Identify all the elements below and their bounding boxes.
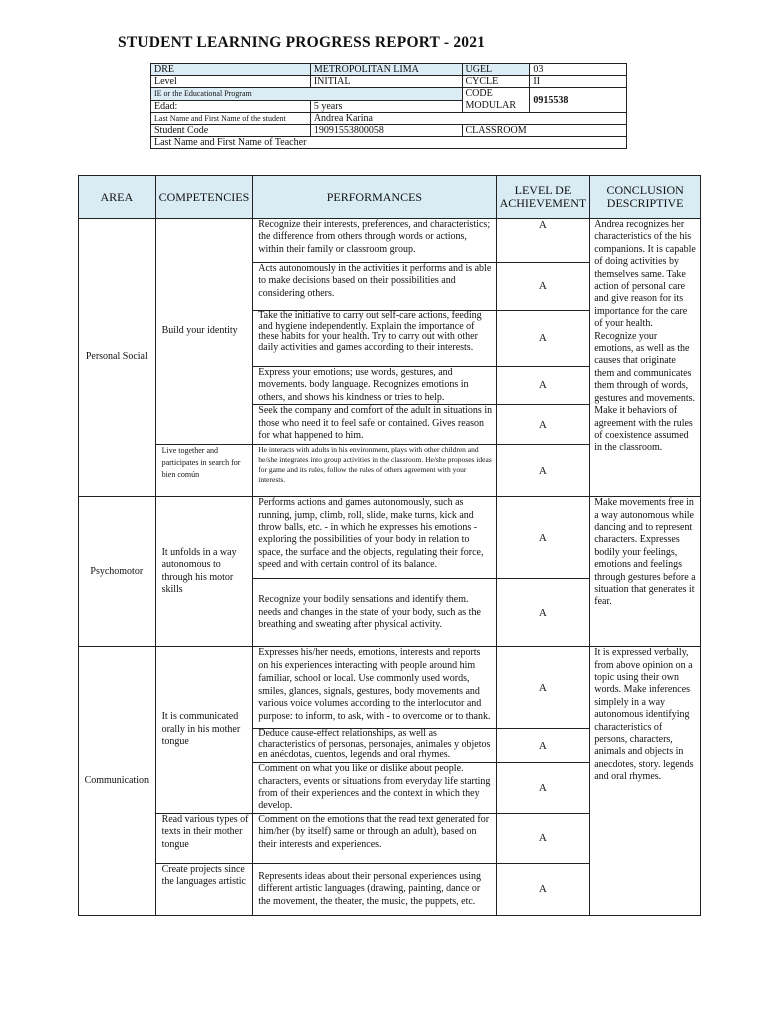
conclusion-cell: Andrea recognizes her characteristics of the his companions. It is capable of doing activities by themselves same. Take action of personal care and give reason for its importance for the care of your health. Recognize your emotions, as well as the causes that originate them and communicates them through of words, gestures and movements. Make it behaviors of agreement with the rules of coexistence assumed in the classroom. <box>590 219 701 497</box>
col-competencies: COMPETENCIES <box>155 176 253 219</box>
level-cell: A <box>496 863 590 915</box>
cycle-value: II <box>530 76 627 88</box>
performance-cell: Recognize your bodily sensations and identify them. needs and changes in the state of your body, such as the breathing and sweating after physical activity. <box>253 579 496 647</box>
area-cell: Personal Social <box>79 219 156 497</box>
competency-cell: Build your identity <box>155 219 253 445</box>
level-cell: A <box>496 311 590 367</box>
code-modular-label: CODE MODULAR <box>462 88 530 113</box>
performance-cell: Express your emotions; use words, gestures, and movements. body language. Recognizes emotions in others, and shows his kindness or tries to help. <box>253 367 496 405</box>
level-cell: A <box>496 219 590 263</box>
progress-table <box>78 175 701 916</box>
ie-label: IE or the Educational Program <box>151 88 463 101</box>
performance-cell: Take the initiative to carry out self-care actions, feeding and hygiene independently. Explain the importance of these habits for your health. Try to carry out with other daily activities and games according to their interests. <box>253 311 496 367</box>
performance-cell: Comment on what you like or dislike about people. characters, events or situations from everyday life starting from of their experiences and the context in which they develop. <box>253 763 496 814</box>
col-area: AREA <box>79 176 156 219</box>
level-cell: A <box>496 763 590 814</box>
level-value: INITIAL <box>310 76 462 88</box>
report-title: STUDENT LEARNING PROGRESS REPORT - 2021 <box>118 34 486 51</box>
area-cell: Psychomotor <box>79 497 156 647</box>
student-name-value: Andrea Karina <box>310 113 626 125</box>
col-performances: PERFORMANCES <box>253 176 496 219</box>
performance-cell: He interacts with adults in his environment, plays with other children and he/she integrates into group activities in the classroom. He/she proposes ideas for game and its rules, follow the rules of others agreement with your interests. <box>253 445 496 497</box>
competency-cell: It is communicated orally in his mother tongue <box>155 647 253 814</box>
teacher-label: Last Name and First Name of Teacher <box>151 137 627 149</box>
performance-cell: Recognize their interests, preferences, and characteristics; the difference from others through words or actions, within their family or classroom group. <box>253 219 496 263</box>
performance-cell: Represents ideas about their personal experiences using different artistic languages (drawing, painting, dance or the movement, the theater, the music, the puppets, etc. <box>253 863 496 915</box>
dre-value: METROPOLITAN LIMA <box>310 64 462 76</box>
conclusion-cell: It is expressed verbally, from above opinion on a topic using their own words. Make inferences simplely in a way autonomous identifying characteristics of persons, characters, animals and objects in anecdotes, story. legends and oral rhymes. <box>590 647 701 916</box>
level-cell: A <box>496 729 590 763</box>
level-cell: A <box>496 405 590 445</box>
col-conclusion: CONCLUSION DESCRIPTIVE <box>590 176 701 219</box>
classroom-label: CLASSROOM <box>462 125 627 137</box>
level-cell: A <box>496 497 590 579</box>
ugel-value: 03 <box>530 64 627 76</box>
student-info-table <box>150 63 627 149</box>
performance-cell: Comment on the emotions that the read text generated for him/her (by itself) same or through an adult), based on their interests and experiences. <box>253 813 496 863</box>
level-cell: A <box>496 263 590 311</box>
level-cell: A <box>496 367 590 405</box>
performance-cell: Acts autonomously in the activities it performs and is able to make decisions based on their possibilities and considering others. <box>253 263 496 311</box>
level-cell: A <box>496 813 590 863</box>
student-name-label: Last Name and First Name of the student <box>151 113 311 125</box>
area-cell: Communication <box>79 647 156 916</box>
student-code-label: Student Code <box>151 125 311 137</box>
level-label: Level <box>151 76 311 88</box>
performance-cell: Expresses his/her needs, emotions, interests and reports on his experiences interacting with people around him familiar, school or local. Use commonly used words, smiles, glances, signals, gestures, body movements and various voice volumes according to the interlocutor and purpose: to inform, to ask, with - to overcome or to thank. <box>253 647 496 729</box>
competency-cell: It unfolds in a way autonomous to through his motor skills <box>155 497 253 647</box>
col-level: LEVEL DE ACHIEVEMENT <box>496 176 590 219</box>
conclusion-cell: Make movements free in a way autonomous while dancing and to represent characters. Expresses bodily your feelings, emotions and feelings through gestures before a situation that generates it fear. <box>590 497 701 647</box>
competency-cell: Read various types of texts in their mother tongue <box>155 813 253 863</box>
student-code-value: 19091553800058 <box>310 125 462 137</box>
competency-cell: Live together and participates in search for bien común <box>155 445 253 497</box>
level-cell: A <box>496 445 590 497</box>
performance-cell: Deduce cause-effect relationships, as well as characteristics of personas, personajes, animales y objetos en anécdotas, cuentos, legends and oral rhymes. <box>253 729 496 763</box>
cycle-label: CYCLE <box>462 76 530 88</box>
edad-value: 5 years <box>310 100 462 113</box>
level-cell: A <box>496 579 590 647</box>
level-cell: A <box>496 647 590 729</box>
performance-cell: Performs actions and games autonomously, such as running, jump, climb, roll, slide, make turns, kick and throw balls, etc. - in which he expresses his emotions - exploring the possibilities of your body in relation to space, the surface and the objects, regulating their force, speed and with certain control of its balance. <box>253 497 496 579</box>
competency-cell: Create projects since the languages artistic <box>155 863 253 915</box>
performance-cell: Seek the company and comfort of the adult in situations in those who need it to feel safe or contained. Gives reason for what happened to him. <box>253 405 496 445</box>
ugel-label: UGEL <box>462 64 530 76</box>
code-modular-value: 0915538 <box>530 88 627 113</box>
edad-label: Edad: <box>151 100 311 113</box>
dre-label: DRE <box>151 64 311 76</box>
